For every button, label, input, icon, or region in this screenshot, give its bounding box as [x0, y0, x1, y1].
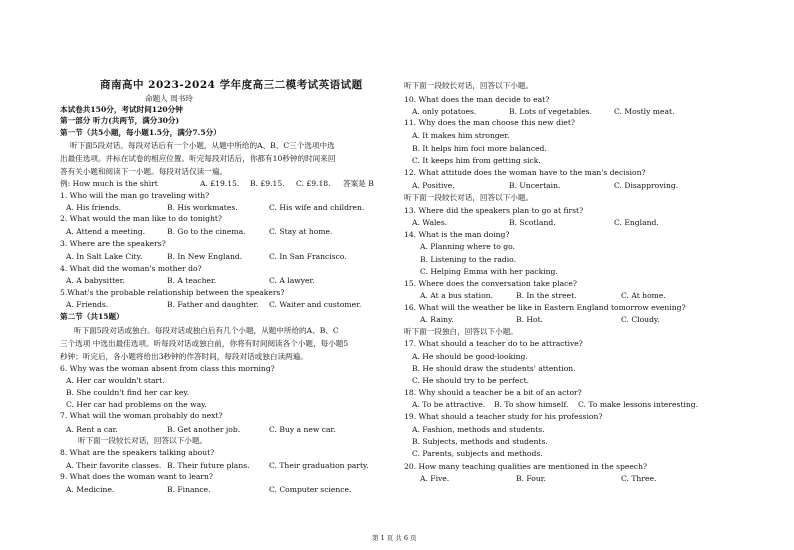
text-line: A. In Salt Lake City. — [66, 252, 143, 261]
text-line: 6. Why was the woman absent from class this morning? — [60, 364, 275, 373]
answer-option: A. £19.15. — [200, 179, 240, 188]
text-line: 命题人 周书玲 — [145, 94, 193, 103]
text-line: 听下面一段较长对话，回答以下小题。 — [404, 193, 534, 202]
text-line: 听下面5段对话或独白。每段对话或独白后有几个小题，从题中所给的A、B、C — [74, 326, 339, 335]
answer-option: B. Four. — [516, 474, 546, 483]
text-line: A. Rent a car. — [66, 425, 118, 434]
text-line: 例: How much is the shirt — [60, 179, 158, 188]
text-line: 听下面一段较长对话，回答以下小题。 — [78, 436, 208, 445]
answer-option: B. Finance. — [167, 485, 211, 494]
text-line: 答有关小题和阅读下一小题。每段对话仅读一遍。 — [60, 167, 228, 176]
text-line: A. Medicine. — [66, 485, 115, 494]
answer-option: B. In the street. — [516, 291, 577, 300]
text-line: C. Helping Emma with her packing. — [420, 267, 558, 276]
text-line: A. Planning where to go. — [420, 242, 515, 251]
text-line: 2. What would the man like to do tonight? — [60, 214, 222, 223]
text-line: A. Five. — [420, 474, 450, 483]
text-line: C. Parents, subjects and methods. — [412, 449, 543, 458]
text-line: 20. How many teaching qualities are mentioned in the speech? — [404, 462, 648, 471]
text-line: 三个选项 中选出最佳选项。听每段对话或独白前，你将有时间阅读各个小题，每小题5 — [60, 339, 349, 348]
answer-option: B. A teacher. — [167, 276, 217, 285]
answer-option: C. Their graduation party. — [269, 461, 369, 470]
answer-option: C. A lawyer. — [269, 276, 315, 285]
answer-option: B. Uncertain. — [509, 181, 561, 190]
answer-option: C. Stay at home. — [269, 227, 333, 236]
answer-option: B. Their future plans. — [167, 461, 250, 470]
text-line: B. She couldn't find her car key. — [66, 388, 190, 397]
text-line: A. Positive. — [412, 181, 455, 190]
text-line: 4. What did the woman's mother do? — [60, 264, 202, 273]
answer-option: B. Father and daughter. — [167, 300, 259, 309]
answer-option: C. Computer science. — [269, 485, 352, 494]
answer-option: B. Get another job. — [167, 425, 241, 434]
answer-option: B. In New England. — [167, 252, 243, 261]
text-line: A. Her car wouldn't start. — [66, 376, 165, 385]
text-line: C. He should try to be perfect. — [412, 376, 530, 385]
answer-option: C. At home. — [621, 291, 666, 300]
text-line: A. Attend a meeting. — [66, 227, 146, 236]
text-line: A. His friends. — [66, 203, 122, 212]
text-line: 19. What should a teacher study for his profession? — [404, 412, 603, 421]
text-line: 第二节（共15题） — [60, 312, 124, 321]
answer-option: B. To show himself. — [494, 400, 569, 409]
answer-option: C. Three. — [621, 474, 657, 483]
answer-option: B. £9.15. — [250, 179, 285, 188]
text-line: 听下面5段对话。每段对话后有一个小题，从题中所给的A、B、C三个选项中选 — [70, 141, 335, 150]
answer-option: C. Buy a new car. — [269, 425, 336, 434]
answer-option: B. Scotland. — [509, 218, 556, 227]
text-line: A. Wales. — [412, 218, 448, 227]
text-line: A. He should be good-looking. — [412, 352, 528, 361]
answer-option: C. Waiter and customer. — [269, 300, 362, 309]
text-line: A. Their favorite classes. — [66, 461, 162, 470]
text-line: C. Her car had problems on the way. — [66, 400, 207, 409]
text-line: 18. Why should a teacher be a bit of an actor? — [404, 388, 582, 397]
text-line: A. only potatoes. — [412, 107, 477, 116]
text-line: 14. What is the man doing? — [404, 230, 510, 239]
text-line: B. Subjects, methods and students. — [412, 437, 548, 446]
text-line: 本试卷共150分，考试时间120分钟 — [60, 105, 183, 114]
text-line: 11. Why does the man choose this new diet? — [404, 118, 575, 127]
text-line: 16. What will the weather be like in Eastern England tomorrow evening? — [404, 303, 686, 312]
answer-option: B. Go to the cinema. — [167, 227, 246, 236]
text-line: A. It makes him stronger. — [412, 131, 510, 140]
text-line: 1. Who will the man go traveling with? — [60, 191, 210, 200]
text-line: 17. What should a teacher do to be attractive? — [404, 339, 583, 348]
answer-option: C. Mostly meat. — [614, 107, 675, 116]
answer-option: C. In San Francisco. — [269, 252, 347, 261]
answer-option: C. Cloudy. — [621, 315, 660, 324]
text-line: 3. Where are the speakers? — [60, 239, 166, 248]
text-line: A. At a bus station. — [420, 291, 493, 300]
answer-option: B. Hot. — [516, 315, 544, 324]
text-line: 听下面一段独白，回答以下小题。 — [404, 327, 518, 336]
answer-option: B. His workmates. — [167, 203, 238, 212]
text-line: 10. What does the man decide to eat? — [404, 95, 550, 104]
text-line: A. To be attractive. — [412, 400, 486, 409]
text-line: 第一部分 听力(共两节，满分30分) — [60, 116, 180, 125]
answer-option: 答案是 B — [343, 179, 374, 188]
text-line: 5.What's the probable relationship between the speakers? — [60, 288, 285, 297]
page-footer: 第 1 页 共 6 页 — [372, 534, 417, 542]
text-line: 出最佳选项。并标在试卷的相应位置。听完每段对话后，你都有10秒钟的时间来回 — [60, 154, 336, 163]
answer-option: C. England. — [614, 218, 659, 227]
answer-option: C. £9.18. — [296, 179, 331, 188]
text-line: 听下面一段较长对话，回答以下小题。 — [404, 81, 534, 90]
text-line: A. A babysitter. — [66, 276, 125, 285]
answer-option: C. To make lessons interesting. — [578, 400, 699, 409]
text-line: A. Rainy. — [420, 315, 454, 324]
text-line: B. He should draw the students' attention. — [412, 364, 576, 373]
text-line: 秒钟；听完后，各小题将给出3秒钟的作答时间，每段对话或独白读两遍。 — [60, 352, 308, 361]
text-line: 7. What will the woman probably do next? — [60, 411, 223, 420]
text-line: 商南高中 2023-2024 学年度高三二模考试英语试题 — [100, 79, 363, 91]
answer-option: C. Disapproving. — [614, 181, 679, 190]
text-line: 13. Where did the speakers plan to go at first? — [404, 206, 584, 215]
text-line: 12. What attitude does the woman have to the man's decision? — [404, 168, 646, 177]
text-line: B. Listening to the radio. — [420, 255, 516, 264]
text-line: 第一节（共5小题，每小题1.5分，满分7.5分） — [60, 128, 221, 137]
text-line: A. Friends. — [66, 300, 109, 309]
text-line: 9. What does the woman want to learn? — [60, 472, 214, 481]
text-line: B. It helps him foci more balanced. — [412, 144, 547, 153]
answer-option: C. His wife and children. — [269, 203, 365, 212]
text-line: C. It keeps him from getting sick. — [412, 156, 541, 165]
answer-option: B. Lots of vegetables. — [509, 107, 592, 116]
text-line: 15. Where does the conversation take place? — [404, 279, 577, 288]
text-line: 8. What are the speakers talking about? — [60, 448, 215, 457]
text-line: A. Fashion, methods and students. — [412, 425, 545, 434]
